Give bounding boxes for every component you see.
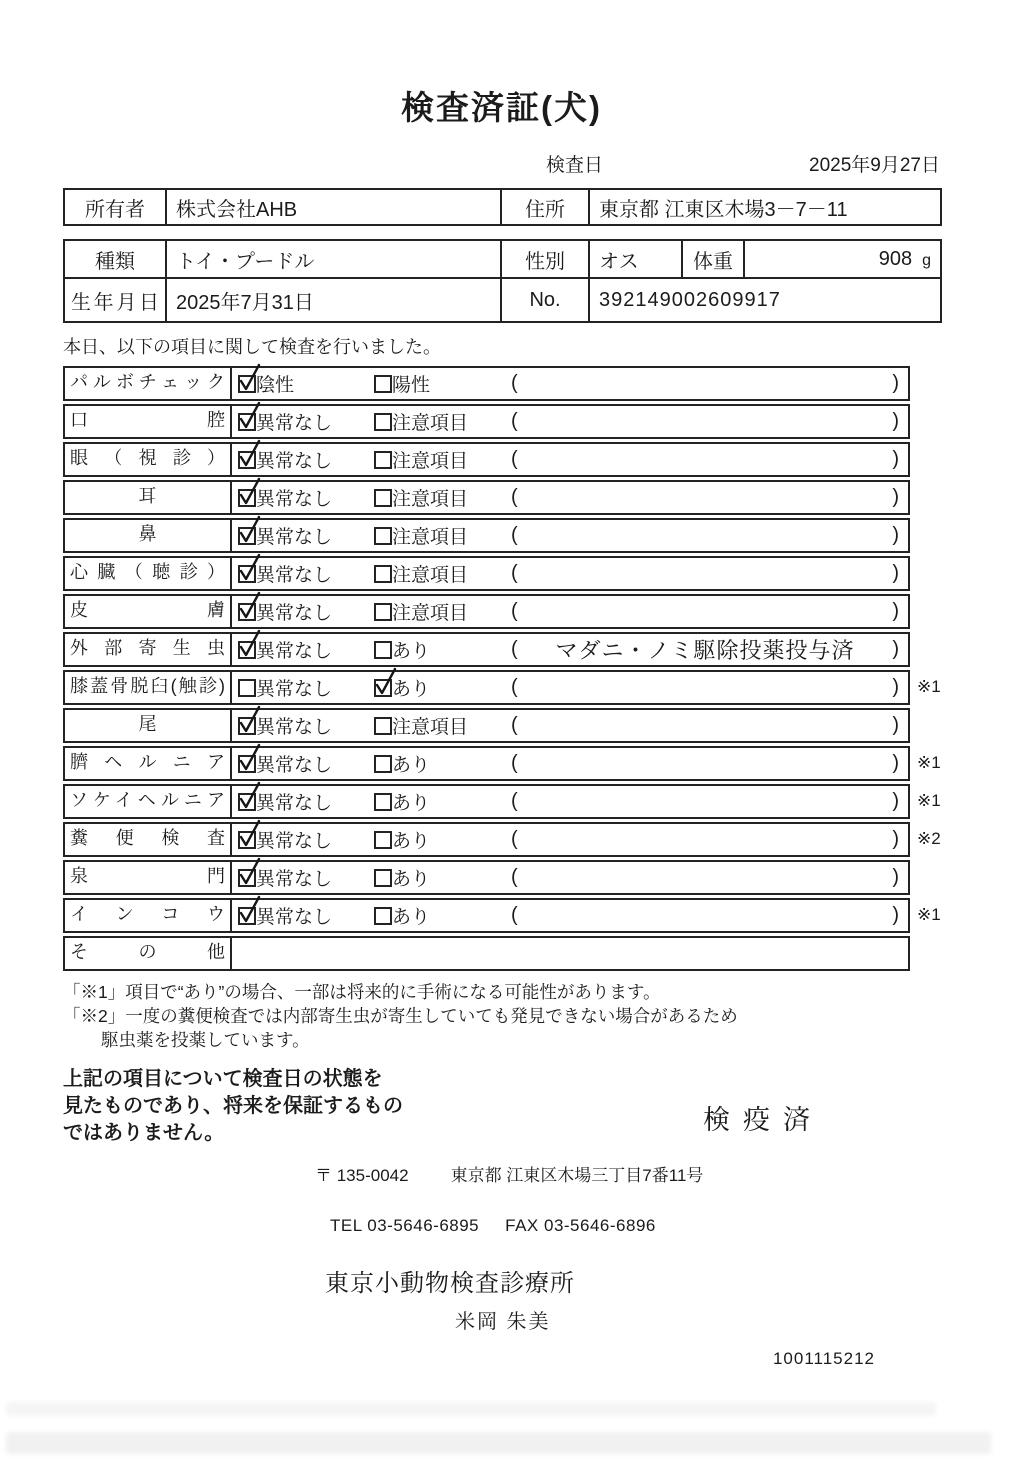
checkbox-1 [238,527,256,545]
option-2 [368,824,502,855]
row-label: 耳 [65,482,232,513]
option-1-label: 異常なし [256,755,333,776]
veterinarian-name: 米岡 朱美 [455,1311,551,1333]
paren-open: ( [511,828,518,850]
checkbox-2 [374,375,392,393]
result-parens [502,672,908,703]
option-1 [232,672,368,703]
row-label: 心臓（聴診） [65,558,232,589]
checklist-row [63,556,910,591]
paren-close: ) [892,676,899,698]
owner-address-label: 住所 [501,189,589,225]
paren-close: ) [892,828,899,850]
inspection-date-line [63,150,940,176]
pet-weight-label: 体重 [682,240,744,278]
pet-birth-value: 2025年7月31日 [166,278,501,322]
option-1-label: 異常なし [256,793,333,814]
handwritten-check-icon [237,780,263,812]
option-1 [232,634,368,665]
certificate-page [63,0,940,1369]
checkbox-1 [238,489,256,507]
handwritten-check-icon [237,628,263,660]
checklist-row [63,404,910,439]
option-1 [232,406,368,437]
pet-sex-value: オス [589,240,682,278]
option-2 [368,406,502,437]
inspection-date-value: 2025年9月27日 [809,155,940,176]
clinic-fax: FAX 03-5646-6896 [505,1216,656,1235]
paren-close: ) [892,486,899,508]
footnote-1: 「※1」項目で“あり”の場合、一部は将来的に手術になる可能性があります。 [63,982,661,1002]
option-1 [232,444,368,475]
result-parens [502,824,908,855]
option-2 [368,710,502,741]
option-2 [368,482,502,513]
result-parens [502,596,908,627]
checkbox-1 [238,413,256,431]
option-1 [232,368,368,399]
checklist-row [63,860,910,895]
option-2 [368,596,502,627]
clinic-address: 東京都 江東区木場三丁目7番11号 [450,1166,704,1185]
checkbox-1 [238,375,256,393]
option-2-label: 注意項目 [392,489,469,510]
pet-weight-number: 908 [878,247,913,270]
checkbox-2 [374,451,392,469]
pet-no-label: No. [501,278,589,322]
checkbox-2 [374,527,392,545]
owner-value: 株式会社AHB [166,189,501,225]
row-label: パルボチェック [65,368,232,399]
option-1-label: 異常なし [256,831,333,852]
checklist [63,366,941,971]
paren-open: ( [511,866,518,888]
checklist-row [63,594,910,629]
option-1-label: 異常なし [256,451,333,472]
handwritten-check-icon [237,514,263,546]
checkbox-2 [374,869,392,887]
paren-close: ) [892,638,899,660]
option-2 [368,634,502,665]
paren-close: ) [892,562,899,584]
row-label: 泉門 [65,862,232,893]
paren-open: ( [511,448,518,470]
disclaimer-line-3: ではありません。 [63,1122,225,1144]
checkbox-2 [374,755,392,773]
checklist-row [63,936,910,971]
checkbox-2 [374,793,392,811]
result-parens [502,862,908,893]
paren-open: ( [511,790,518,812]
row-mark: ※1 [917,791,941,810]
option-1 [232,558,368,589]
clinic-postal-code: 〒 135-0042 [315,1166,409,1185]
option-1-label: 異常なし [256,565,333,586]
paren-close: ) [892,904,899,926]
pet-weight-unit: g [922,251,931,269]
row-label: 膝蓋骨脱臼(触診) [65,672,232,703]
pet-type-label: 種類 [64,240,166,278]
show-through-smudge [0,1400,990,1464]
row-label: 外部寄生虫 [65,634,232,665]
row-label: インコウ [65,900,232,931]
option-1-label: 異常なし [256,413,333,434]
handwritten-check-icon [237,590,263,622]
option-1 [232,824,368,855]
inspection-date-label: 検査日 [546,155,604,176]
row-label: 口腔 [65,406,232,437]
paren-close: ) [892,448,899,470]
row-label: 尾 [65,710,232,741]
option-2 [368,786,502,817]
option-1-label: 異常なし [256,527,333,548]
row-label: その他 [65,938,232,969]
paren-close: ) [892,524,899,546]
option-2-label: あり [392,641,431,662]
checkbox-2 [374,489,392,507]
row-label: 皮膚 [65,596,232,627]
checkbox-1 [238,679,256,697]
option-1 [232,482,368,513]
row-mark: ※2 [917,829,941,848]
checkbox-1 [238,831,256,849]
checklist-row [63,670,941,705]
pet-no-value: 392149002609917 [589,278,941,322]
paren-open: ( [511,562,518,584]
disclaimer-line-2: 見たものであり、将来を保証するもの [63,1095,403,1117]
handwritten-check-icon [237,438,263,470]
result-note: マダニ・ノミ駆除投薬投与済 [555,638,855,663]
checkbox-1 [238,793,256,811]
row-label: 臍ヘルニア [65,748,232,779]
option-2-label: 注意項目 [392,603,469,624]
option-2 [368,748,502,779]
option-2 [368,444,502,475]
clinic-tel-line [63,1216,940,1236]
option-2 [368,558,502,589]
paren-open: ( [511,714,518,736]
checkbox-2 [374,679,392,697]
footnote-2: 「※2」一度の糞便検査では内部寄生虫が寄生していても発見できない場合があるため [63,1006,738,1026]
option-2-label: あり [392,831,431,852]
row-mark: ※1 [917,677,941,696]
option-1-label: 異常なし [256,717,333,738]
checkbox-2 [374,565,392,583]
result-parens [502,482,908,513]
option-1-label: 異常なし [256,869,333,890]
option-1 [232,900,368,931]
checklist-row [63,708,910,743]
footnotes [63,980,940,1052]
checklist-row [63,480,910,515]
handwritten-check-icon [237,856,263,888]
option-2-label: 注意項目 [392,717,469,738]
result-parens [502,406,908,437]
checklist-row [63,784,941,819]
handwritten-check-icon [237,742,263,774]
row-label: 眼（視診） [65,444,232,475]
owner-address-value: 東京都 江東区木場3－7－11 [589,189,941,225]
checkbox-1 [238,641,256,659]
checkbox-1 [238,755,256,773]
option-2-label: 陽性 [392,375,431,396]
paren-close: ) [892,714,899,736]
owner-label: 所有者 [64,189,166,225]
option-2 [368,368,502,399]
checkbox-1 [238,907,256,925]
option-1-label: 陰性 [256,375,295,396]
paren-close: ) [892,372,899,394]
paren-open: ( [511,904,518,926]
checkbox-1 [238,565,256,583]
handwritten-check-icon [237,552,263,584]
option-1 [232,748,368,779]
clinic-name: 東京小動物検査診療所 [325,1270,575,1297]
option-1-label: 異常なし [256,603,333,624]
paren-open: ( [511,600,518,622]
option-2-label: 注意項目 [392,527,469,548]
footnote-2-continued: 駆虫薬を投薬しています。 [101,1030,310,1050]
option-2-label: あり [392,907,431,928]
option-1 [232,520,368,551]
result-parens [502,710,908,741]
pet-weight-value [744,240,941,278]
paren-close: ) [892,866,899,888]
option-1 [232,596,368,627]
serial-number: 1001115212 [772,1349,875,1368]
paren-open: ( [511,638,518,660]
option-1-label: 異常なし [256,489,333,510]
result-parens [502,786,908,817]
checkbox-2 [374,413,392,431]
handwritten-check-icon [237,400,263,432]
option-2-label: あり [392,679,431,700]
result-parens [502,520,908,551]
paren-close: ) [892,410,899,432]
row-label: 糞便検査 [65,824,232,855]
option-2-label: 注意項目 [392,413,469,434]
option-1 [232,862,368,893]
option-2-label: あり [392,793,431,814]
paren-open: ( [511,372,518,394]
checkbox-2 [374,603,392,621]
checkbox-1 [238,603,256,621]
checkbox-2 [374,641,392,659]
option-2-label: あり [392,869,431,890]
disclaimer-line-1: 上記の項目について検査日の状態を [63,1068,383,1090]
checkbox-1 [238,451,256,469]
paren-open: ( [511,486,518,508]
checklist-row [63,746,941,781]
option-1 [232,786,368,817]
intro-sentence: 本日、以下の項目に関して検査を行いました。 [63,337,441,357]
checkbox-2 [374,907,392,925]
owner-table [63,188,942,226]
option-1-label: 異常なし [256,679,333,700]
handwritten-check-icon [237,894,263,926]
result-parens [502,900,908,931]
checkbox-2 [374,717,392,735]
paren-open: ( [511,410,518,432]
disclaimer-section [63,1066,940,1152]
result-parens [502,558,908,589]
checklist-row [63,366,910,401]
option-2-label: あり [392,755,431,776]
row-mark: ※1 [917,753,941,772]
result-parens [502,748,908,779]
option-2 [368,862,502,893]
paren-open: ( [511,752,518,774]
paren-close: ) [892,752,899,774]
option-2 [368,672,502,703]
checklist-row [63,822,941,857]
handwritten-check-icon [237,476,263,508]
handwritten-check-icon [237,362,263,394]
option-2 [368,520,502,551]
paren-close: ) [892,600,899,622]
checklist-row [63,898,941,933]
clinic-tel: TEL 03-5646-6895 [330,1216,480,1235]
paren-open: ( [511,524,518,546]
clinic-postal-line [63,1161,940,1186]
row-mark: ※1 [917,905,941,924]
option-1 [232,710,368,741]
row-label: 鼻 [65,520,232,551]
pet-table [63,239,942,323]
option-1-label: 異常なし [256,907,333,928]
option-2-label: 注意項目 [392,565,469,586]
page-title: 検査済証(犬) [401,89,602,126]
checklist-row [63,442,910,477]
quarantine-stamp: 検疫済 [703,1105,823,1135]
checkbox-1 [238,717,256,735]
handwritten-check-icon [237,818,263,850]
result-parens [502,368,908,399]
option-2-label: 注意項目 [392,451,469,472]
handwritten-check-icon [373,666,399,698]
option-2 [368,900,502,931]
pet-sex-label: 性別 [501,240,589,278]
checkbox-1 [238,869,256,887]
handwritten-check-icon [237,704,263,736]
result-parens [502,634,908,665]
checklist-row [63,632,910,667]
row-label: ソケイヘルニア [65,786,232,817]
option-1-label: 異常なし [256,641,333,662]
paren-open: ( [511,676,518,698]
paren-close: ) [892,790,899,812]
pet-birth-label: 生年月日 [64,278,166,322]
checklist-row [63,518,910,553]
checkbox-2 [374,831,392,849]
result-parens [502,444,908,475]
pet-type-value: トイ・プードル [166,240,501,278]
